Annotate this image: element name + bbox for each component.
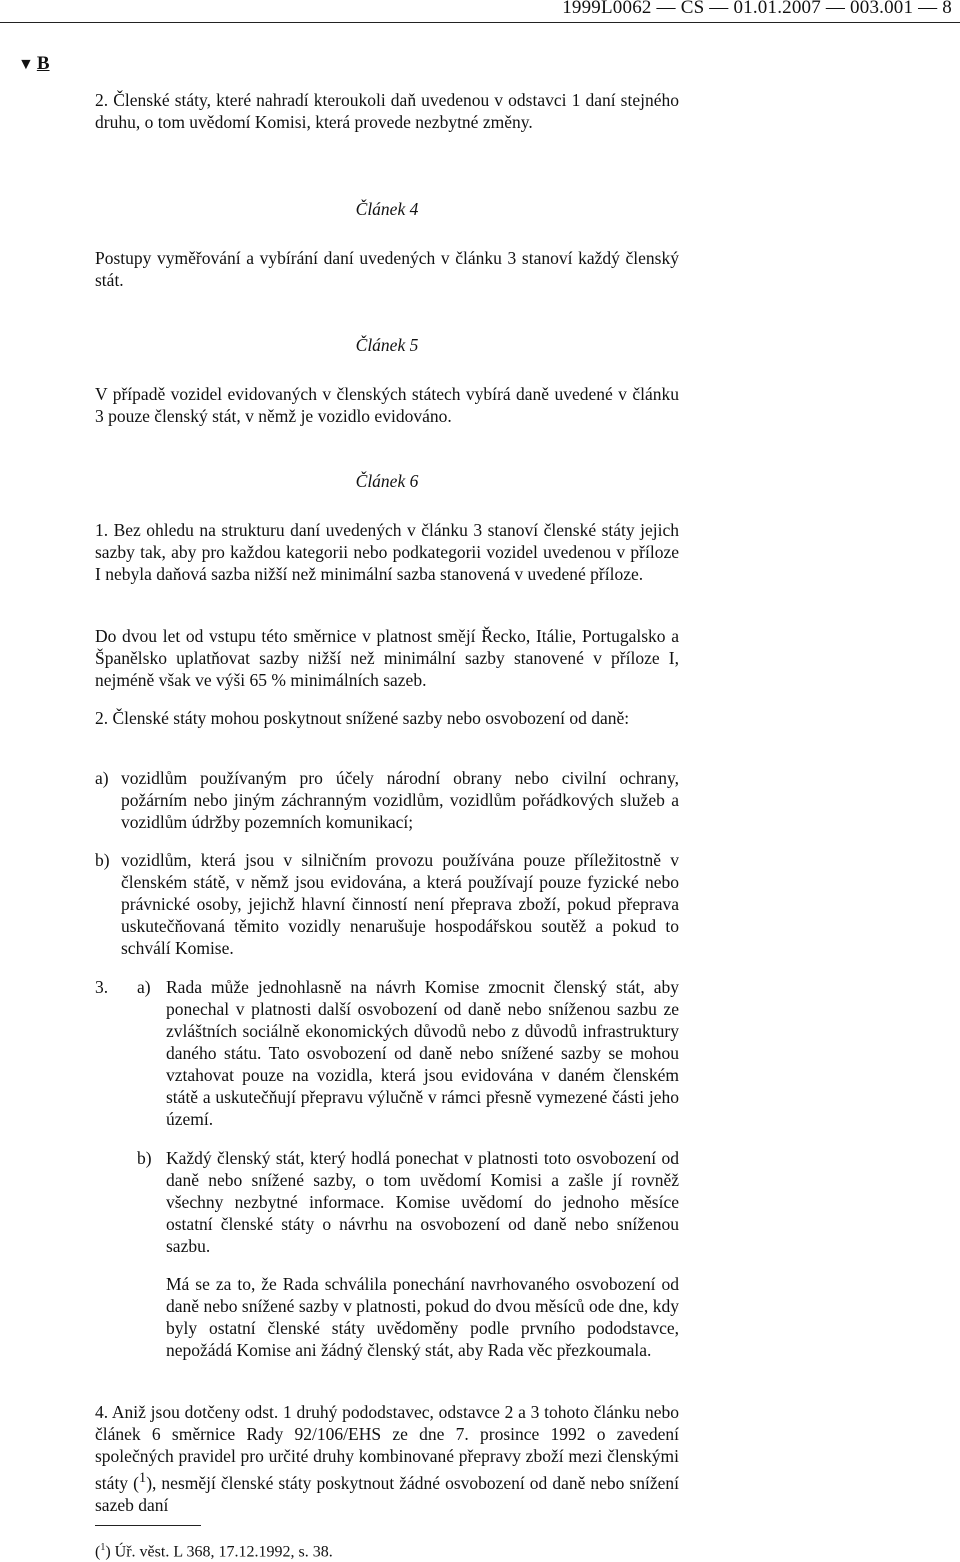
footnote-reference[interactable]: 1 [138,1470,147,1486]
article-6-title: Článek 6 [355,471,419,491]
list-item-3b: b) Každý členský stát, který hodlá ponechat v platnosti toto osvobození od daně nebo snížené sazby, o tom uvědomí Komisi a zašle jí rovněž všechny nezbytné informace. Komise uvědomí do jednoho měsíce ostatní členské státy o návrhu na osvobození od daně nebo sníženou sazbu. [137,1148,679,1256]
article-5-text: V případě vozidel evidovaných v členských státech vybírá daně uvedené v článku 3 pouze členský stát, v němž je vozidlo evidováno. [95,384,679,426]
footnote: ($^1$) Úř. věst. L 368, 17.12.1992, s. 38. [95,1542,333,1561]
article-6-paragraph-4: 4. Aniž jsou dotčeny odst. 1 druhý pododstavec, odstavce 2 a 3 tohoto článku nebo článek 6 směrnice Rady 92/106/EHS ze dne 7. prosince 1992 o zavedení společných pravidel pro určité druhy kombinované přepravy zboží mezi členskými státy ($^1$), nesmějí členské státy poskytnout žádné osvobození od daně nebo snížení sazeb daní [95,1402,679,1515]
list-item-3a: 3. a) Rada může jednohlasně na návrh Komise zmocnit členský stát, aby ponechal v platnosti další osvobození od daně nebo sníženou sazbu ze zvláštních sociálně ekonomických důvodů nebo z důvodů infrastruktury daného státu. Tato osvobození od daně nebo snížené sazby se mohou vztahovat pouze na vozidla, která jsou evidována v daném členském státě a uskutečňují přepravu výlučně v rámci přesně vymezené části jeho území. [95,977,679,1129]
article-4-title: Článek 4 [355,199,419,219]
amendment-marker [18,53,50,75]
page-header [0,0,960,23]
list-item-2b: b) vozidlům, která jsou v silničním provozu používána pouze příležitostně v členském státě, v němž jsou evidována, a která používají pouze fyzické nebo právnické osoby, jejichž hlavní činností není přeprava zboží, pokud přeprava uskutečňovaná těmito vozidly nenarušuje hospodářskou soutěž a pokud to schválí Komise. [95,850,679,958]
marker-label: B [36,53,50,74]
article-6-paragraph-1-sub: Do dvou let od vstupu této směrnice v platnost smějí Řecko, Itálie, Portugalsko a Španělsko uplatňovat sazby nižší než minimální sazby stanovené v příloze I, nejméně však ve výši 65 % minimálních sazeb. [95,626,679,690]
article-6-paragraph-2: 2. Členské státy mohou poskytnout snížené sazby nebo osvobození od daně: [95,708,630,728]
list-item-2a: a) vozidlům používaným pro účely národní obrany nebo civilní ochrany, požárním nebo jiným záchranným vozidlům, vozidlům pořádkových služeb a vozidlům údržby pozemních komunikací; [95,768,679,832]
paragraph-2-top: 2. Členské státy, které nahradí kteroukoli daň uvedenou v odstavci 1 daní stejného druhu, o tom uvědomí Komisi, která provede nezbytné změny. [95,90,679,132]
article-4-text: Postupy vyměřování a vybírání daní uvedených v článku 3 stanoví každý členský stát. [95,248,679,290]
list-item-3b-subparagraph: Má se za to, že Rada schválila ponechání navrhovaného osvobození od daně nebo snížené sazby v platnosti, pokud do dvou měsíců ode dne, kdy byly ostatní členské státy uvědoměny podle prvního pododstavce, nepožádá Komise ani žádný členský stát, aby Rada věc přezkoumala. [166,1274,679,1360]
article-5-title: Článek 5 [355,335,419,355]
footnote-divider [95,1525,201,1526]
triangle-down-icon: ▼ [18,56,34,73]
document-reference: 1999L0062 — CS — 01.01.2007 — 003.001 — 8 [562,0,952,18]
article-6-paragraph-1: 1. Bez ohledu na strukturu daní uvedených v článku 3 stanoví členské státy jejich sazby tak, aby pro každou kategorii nebo podkategorii vozidel uvedenou v příloze I nebyla daňová sazba nižší než minimální sazba stanovená v uvedené příloze. [95,520,679,584]
